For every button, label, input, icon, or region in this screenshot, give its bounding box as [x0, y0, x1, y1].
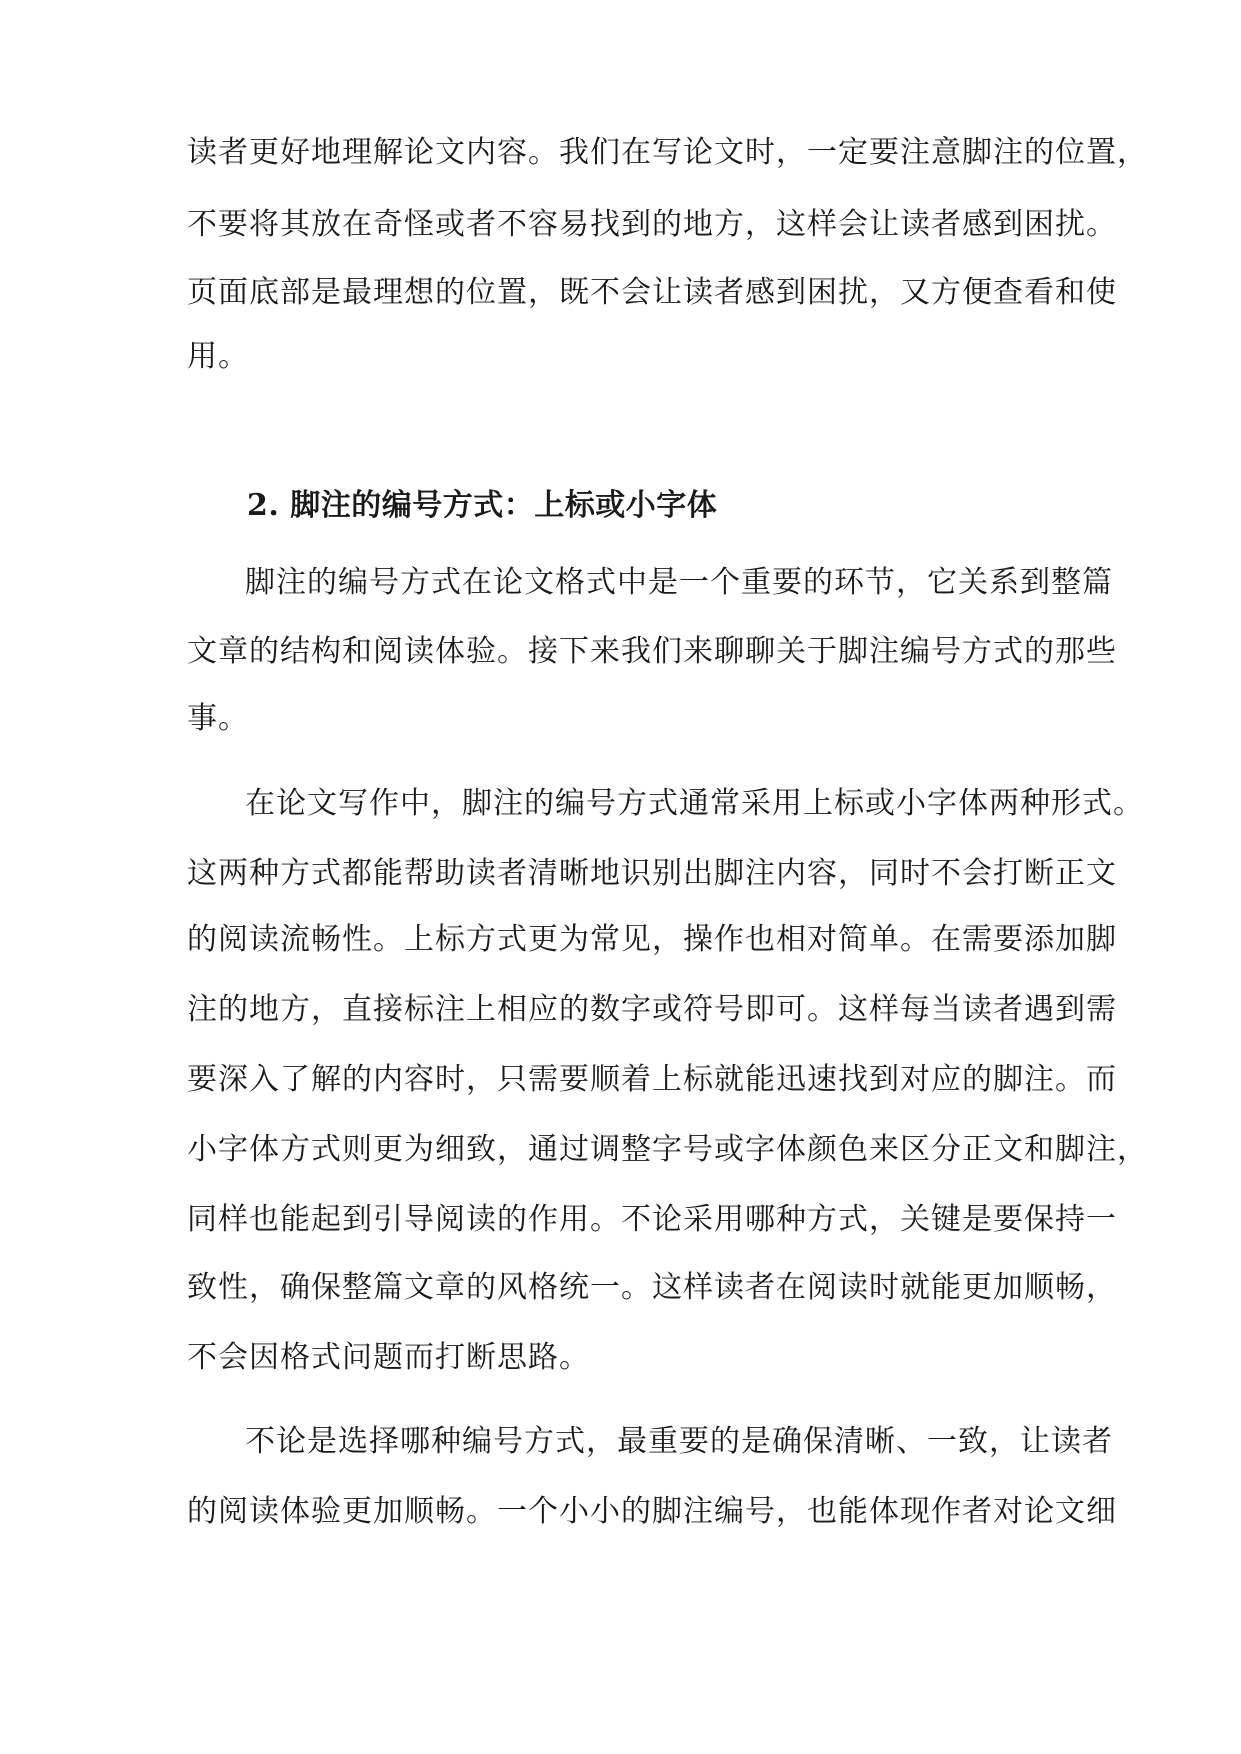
paragraph-line: 的阅读体验更加顺畅。一个小小的脚注编号，也能体现作者对论文细 [187, 1494, 1117, 1529]
paragraph-line: 致性，确保整篇文章的风格统一。这样读者在阅读时就能更加顺畅， [187, 1270, 1117, 1305]
paragraph-line: 小字体方式则更为细致，通过调整字号或字体颜色来区分正文和脚注， [187, 1132, 1148, 1167]
paragraph-line: 这两种方式都能帮助读者清晰地识别出脚注内容，同时不会打断正文 [187, 856, 1117, 891]
paragraph-line: 页面底部是最理想的位置，既不会让读者感到困扰，又方便查看和使 [187, 275, 1117, 310]
paragraph-line: 注的地方，直接标注上相应的数字或符号即可。这样每当读者遇到需 [187, 992, 1117, 1027]
paragraph-line: 不会因格式问题而打断思路。 [187, 1340, 590, 1375]
paragraph-line: 不要将其放在奇怪或者不容易找到的地方，这样会让读者感到困扰。 [187, 207, 1117, 242]
paragraph-line: 同样也能起到引导阅读的作用。不论采用哪种方式，关键是要保持一 [187, 1202, 1117, 1237]
paragraph-line: 不论是选择哪种编号方式，最重要的是确保清晰、一致，让读者 [245, 1424, 1113, 1459]
paragraph-line: 在论文写作中，脚注的编号方式通常采用上标或小字体两种形式。 [245, 786, 1144, 821]
paragraph-line: 要深入了解的内容时，只需要顺着上标就能迅速找到对应的脚注。而 [187, 1062, 1117, 1097]
paragraph-line: 用。 [187, 339, 249, 374]
paragraph-line: 的阅读流畅性。上标方式更为常见，操作也相对简单。在需要添加脚 [187, 922, 1117, 957]
paragraph-line: 文章的结构和阅读体验。接下来我们来聊聊关于脚注编号方式的那些 [187, 634, 1117, 669]
paragraph-line: 脚注的编号方式在论文格式中是一个重要的环节，它关系到整篇 [245, 565, 1113, 600]
section-heading: 2. 脚注的编号方式：上标或小字体 [247, 488, 718, 523]
paragraph-line: 读者更好地理解论文内容。我们在写论文时，一定要注意脚注的位置， [187, 135, 1148, 170]
paragraph-line: 事。 [187, 701, 249, 736]
